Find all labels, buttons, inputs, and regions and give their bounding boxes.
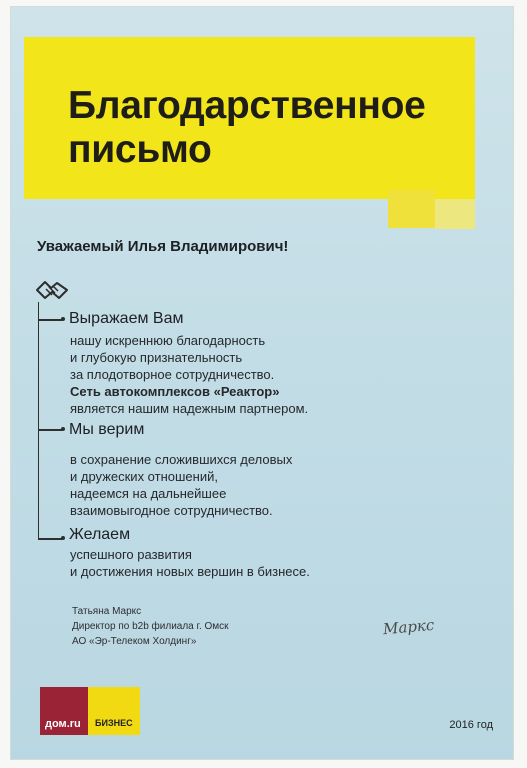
section-line: надеемся на дальнейшее — [70, 486, 227, 501]
document-year: 2016 год — [449, 719, 493, 731]
signature-block — [72, 604, 229, 649]
greeting: Уважаемый Илья Владимирович! — [37, 238, 289, 255]
section-line: и глубокую признательность — [70, 350, 243, 365]
title-line-1: Благодарственное — [68, 84, 426, 127]
section-line: и достижения новых вершин в бизнесе. — [70, 564, 310, 579]
section-line: успешного развития — [70, 547, 192, 562]
section-line: и дружеских отношений, — [70, 469, 218, 484]
section-text — [70, 451, 292, 519]
timeline-dot — [61, 427, 65, 431]
section-title: Желаем — [69, 526, 131, 543]
section-line: взаимовыгодное сотрудничество. — [70, 503, 273, 518]
logo-business-label: БИЗНЕС — [95, 718, 133, 728]
partner-name: Сеть автокомплексов «Реактор» — [70, 384, 280, 399]
signer-position: Директор по b2b филиала г. Омск — [72, 621, 229, 632]
section-title: Мы верим — [69, 421, 145, 438]
handshake-icon — [35, 278, 69, 302]
timeline-connector — [38, 538, 62, 540]
timeline-dot — [61, 536, 65, 540]
header-decoration — [388, 190, 435, 228]
document-title — [68, 84, 458, 172]
timeline-connector — [38, 429, 62, 431]
section-line: является нашим надежным партнером. — [70, 401, 309, 416]
section-line: в сохранение сложившихся деловых — [70, 452, 293, 467]
signer-name: Татьяна Маркс — [72, 606, 142, 617]
section-line: нашу искреннюю благодарность — [70, 333, 266, 348]
timeline-connector — [38, 319, 62, 321]
section-text — [70, 546, 310, 580]
section-line: за плодотворное сотрудничество. — [70, 367, 275, 382]
section-text — [70, 332, 308, 417]
title-line-2: письмо — [68, 128, 212, 171]
signer-company: АО «Эр-Телеком Холдинг» — [72, 636, 197, 647]
section-title: Выражаем Вам — [69, 310, 184, 327]
header-decoration-light — [435, 199, 475, 229]
logo-text: дом.ru — [45, 718, 81, 730]
handwritten-signature: Маркс — [382, 615, 435, 639]
timeline-dot — [61, 317, 65, 321]
timeline-line — [38, 302, 39, 538]
